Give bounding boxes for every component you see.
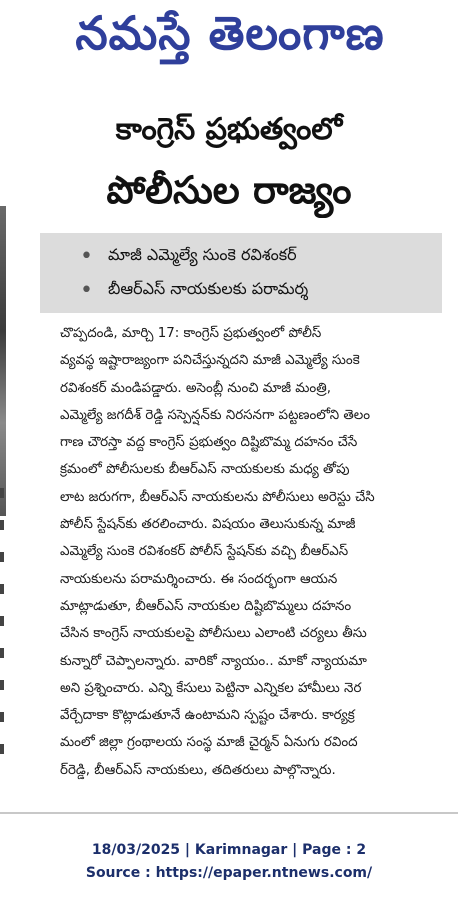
article-line: రవిశంకర్ మండిపడ్డారు. అసెంబ్లీ నుంచి మాజీ మంత్రి, [60, 380, 331, 396]
adjacent-text-edge [0, 520, 4, 530]
article-line: ఎమ్మెల్యే సుంకె రవిశంకర్ పోలీస్ స్టేషన్‌కు వచ్చి బీఆర్ఎస్ [60, 544, 349, 560]
article-line: కున్నారో చెప్పాలన్నారు. వారికో న్యాయం.. మాకో న్యాయమా [60, 653, 367, 669]
adjacent-text-edge [0, 744, 4, 754]
footer-divider [0, 812, 458, 814]
highlight-item [80, 273, 442, 307]
adjacent-text-edge [0, 488, 4, 498]
adjacent-text-edge [0, 648, 4, 658]
article-line: క్రమంలో పోలీసులకు బీఆర్ఎస్ నాయకులకు మధ్య తోపు [60, 462, 350, 478]
article-line: మాట్లాడుతూ, బీఆర్ఎస్ నాయకుల దిష్టిబొమ్మలు దహనం [60, 598, 352, 614]
article-line: ఎమ్మెల్యే జగదీశ్ రెడ్డి సస్పెన్షన్‌కు నిరసనగా పట్టణంలోని తెలం [60, 407, 371, 423]
highlight-text: బీఆర్ఎస్ నాయకులకు పరామర్శ [108, 278, 309, 298]
adjacent-column-edge [0, 88, 6, 808]
article-line: మంలో జిల్లా గ్రంథాలయ సంస్థ మాజీ చైర్మన్ ఏనుగు రవింద [60, 735, 358, 751]
bullet-icon: • [80, 243, 93, 269]
highlight-text: మాజీ ఎమ్మెల్యే సుంకె రవిశంకర్ [108, 244, 297, 264]
article-line: ర్‌రెడ్డి, బీఆర్ఎస్ నాయకులు, తదితరులు పాల్గొన్నారు. [60, 762, 336, 778]
newspaper-masthead: నమస్తే తెలంగాణ [75, 8, 385, 60]
highlights-box [40, 233, 442, 313]
adjacent-photo-edge [0, 206, 6, 516]
edition-info: 18/03/2025 | Karimnagar | Page : 2 [91, 842, 367, 858]
article-line: చేసిన కాంగ్రెస్ నాయకులపై పోలీసులు ఎలాంటి చర్యలు తీసు [60, 626, 367, 642]
article-line: పోలీస్ స్టేషన్‌కు తరలించారు. విషయం తెలుసుకున్న మాజీ [60, 517, 356, 533]
article-line: నాయకులను పరామర్శించారు. ఈ సందర్భంగా ఆయన [60, 571, 338, 587]
article-line: వ్యవస్థ ఇష్టారాజ్యంగా పనిచేస్తున్నదని మాజీ ఎమ్మెల్యే సుంకె [60, 353, 360, 369]
adjacent-text-edge [0, 680, 4, 690]
highlight-item [80, 239, 442, 273]
article-line: గాణ చౌరస్తా వద్ద కాంగ్రెస్ ప్రభుత్వం దిష్టిబొమ్మ దహనం చేసే [60, 435, 358, 451]
article-line: లాట జరుగగా, బీఆర్ఎస్ నాయకులను పోలీసులు అరెస్టు చేసి [60, 489, 375, 505]
headline-kicker: కాంగ్రెస్ ప్రభుత్వంలో [115, 112, 343, 147]
bullet-icon: • [80, 277, 93, 303]
adjacent-text-edge [0, 616, 4, 626]
article-line: అని ప్రశ్నించారు. ఎన్ని కేసులు పెట్టినా ఎన్నికల హామీలు నెర [60, 680, 362, 696]
article-line: చొప్పదండి, మార్చి 17: కాంగ్రెస్ ప్రభుత్వంలో పోలీస్ [60, 326, 322, 341]
source-link[interactable]: Source : https://epaper.ntnews.com/ [85, 865, 373, 881]
headline-main: పోలీసుల రాజ్యం [106, 168, 352, 212]
adjacent-text-edge [0, 584, 4, 594]
adjacent-text-edge [0, 552, 4, 562]
article-line: వేర్చేదాకా కొట్లాడుతూనే ఉంటామని స్పష్టం చేశారు. కార్యక్ర [60, 708, 355, 724]
article-body [60, 320, 440, 784]
adjacent-text-edge [0, 712, 4, 722]
